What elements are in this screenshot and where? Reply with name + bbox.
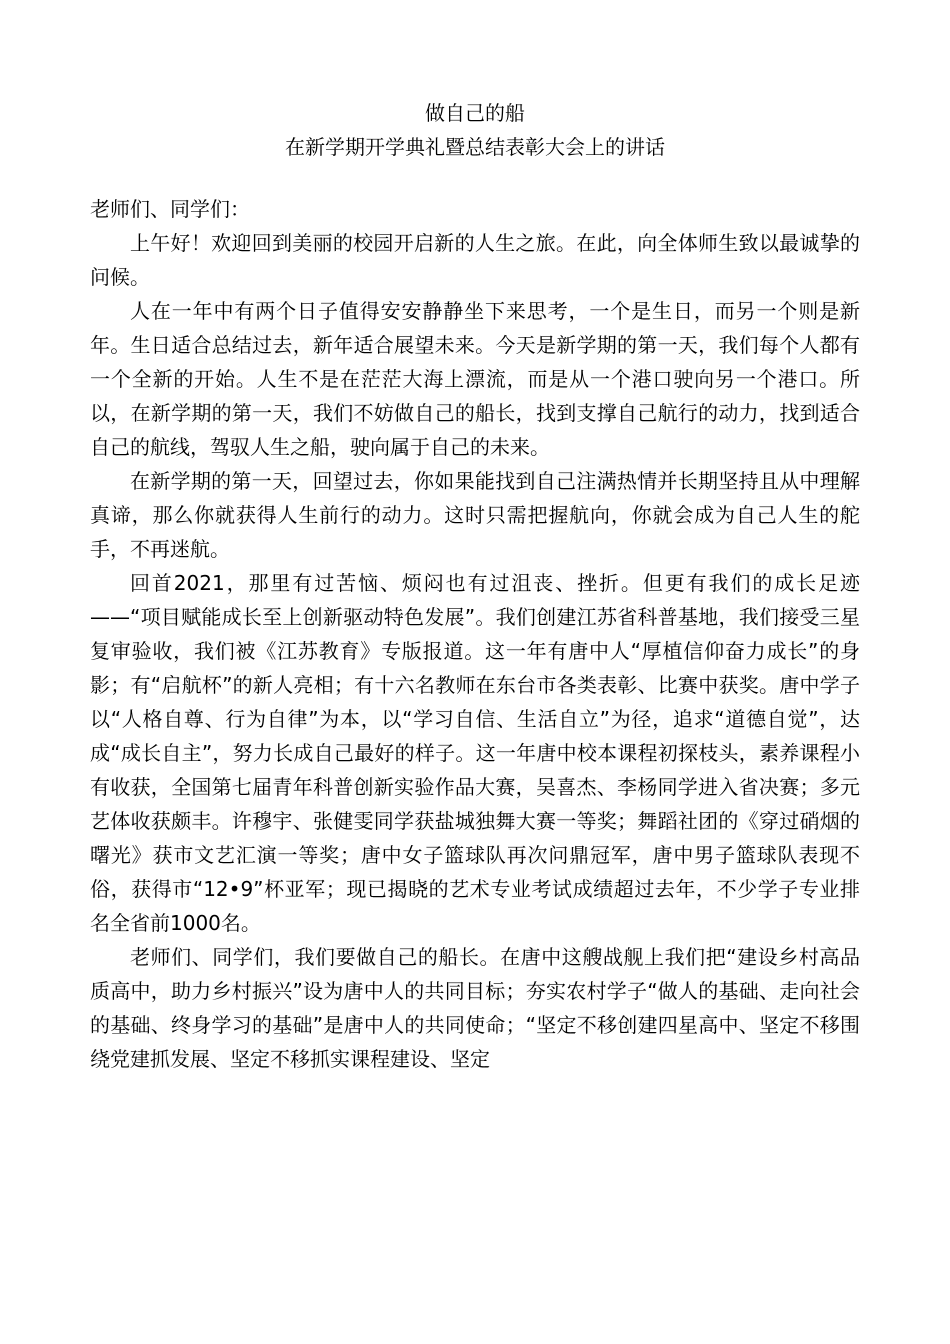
paragraph-greeting: 上午好！欢迎回到美丽的校园开启新的人生之旅。在此，向全体师生致以最诚挚的问候。	[90, 231, 860, 289]
salutation: 老师们、同学们：	[90, 197, 250, 221]
document-page	[90, 96, 860, 1076]
document-subtitle: 在新学期开学典礼暨总结表彰大会上的讲话	[285, 135, 665, 159]
paragraph-motivation: 在新学期的第一天，回望过去，你如果能找到自己注满热情并长期坚持且从中理解真谛，那么你就获得人生前行的动力。这时只需把握航向，你就会成为自己人生的舵手，不再迷航。	[90, 469, 860, 561]
paragraph-new-year: 人在一年中有两个日子值得安安静静坐下来思考，一个是生日，而另一个则是新年。生日适合总结过去，新年适合展望未来。今天是新学期的第一天，我们每个人都有一个全新的开始。人生不是在茫茫大海上漂流，而是从一个港口驶向另一个港口。所以，在新学期的第一天，我们不妨做自己的船长，找到支撑自己航行的动力，找到适合自己的航线，驾驭人生之船，驶向属于自己的未来。	[90, 299, 860, 459]
paragraph-review-2021: 回首2021，那里有过苦恼、烦闷也有过沮丧、挫折。但更有我们的成长足迹——“项目赋能成长至上创新驱动特色发展”。我们创建江苏省科普基地，我们接受三星复审验收，我们被《江苏教育》专版报道。这一年有唐中人“厚植信仰奋力成长”的身影；有“启航杯”的新人亮相；有十六名教师在东台市各类表彰、比赛中获奖。唐中学子以“人格自尊、行为自律”为本，以“学习自信、生活自立”为径，追求“道德自觉”，达成“成长自主”，努力长成自己最好的样子。这一年唐中校本课程初探枝头，素养课程小有收获，全国第七届青年科普创新实验作品大赛，吴喜杰、李杨同学进入省决赛；多元艺体收获颇丰。许穆宇、张健雯同学获盐城独舞大赛一等奖；舞蹈社团的《穿过硝烟的曙光》获市文艺汇演一等奖；唐中女子篮球队再次问鼎冠军，唐中男子篮球队表现不俗，获得市“12•9”杯亚军；现已揭晓的艺术专业考试成绩超过去年，不少学子专业排名全省前1000名。	[90, 571, 860, 935]
document-title: 做自己的船	[425, 101, 525, 125]
paragraph-captain: 老师们、同学们，我们要做自己的船长。在唐中这艘战舰上我们把“建设乡村高品质高中，助力乡村振兴”设为唐中人的共同目标；夯实农村学子“做人的基础、走向社会的基础、终身学习的基础”是唐中人的共同使命；“坚定不移创建四星高中、坚定不移围绕党建抓发展、坚定不移抓实课程建设、坚定	[90, 945, 860, 1071]
